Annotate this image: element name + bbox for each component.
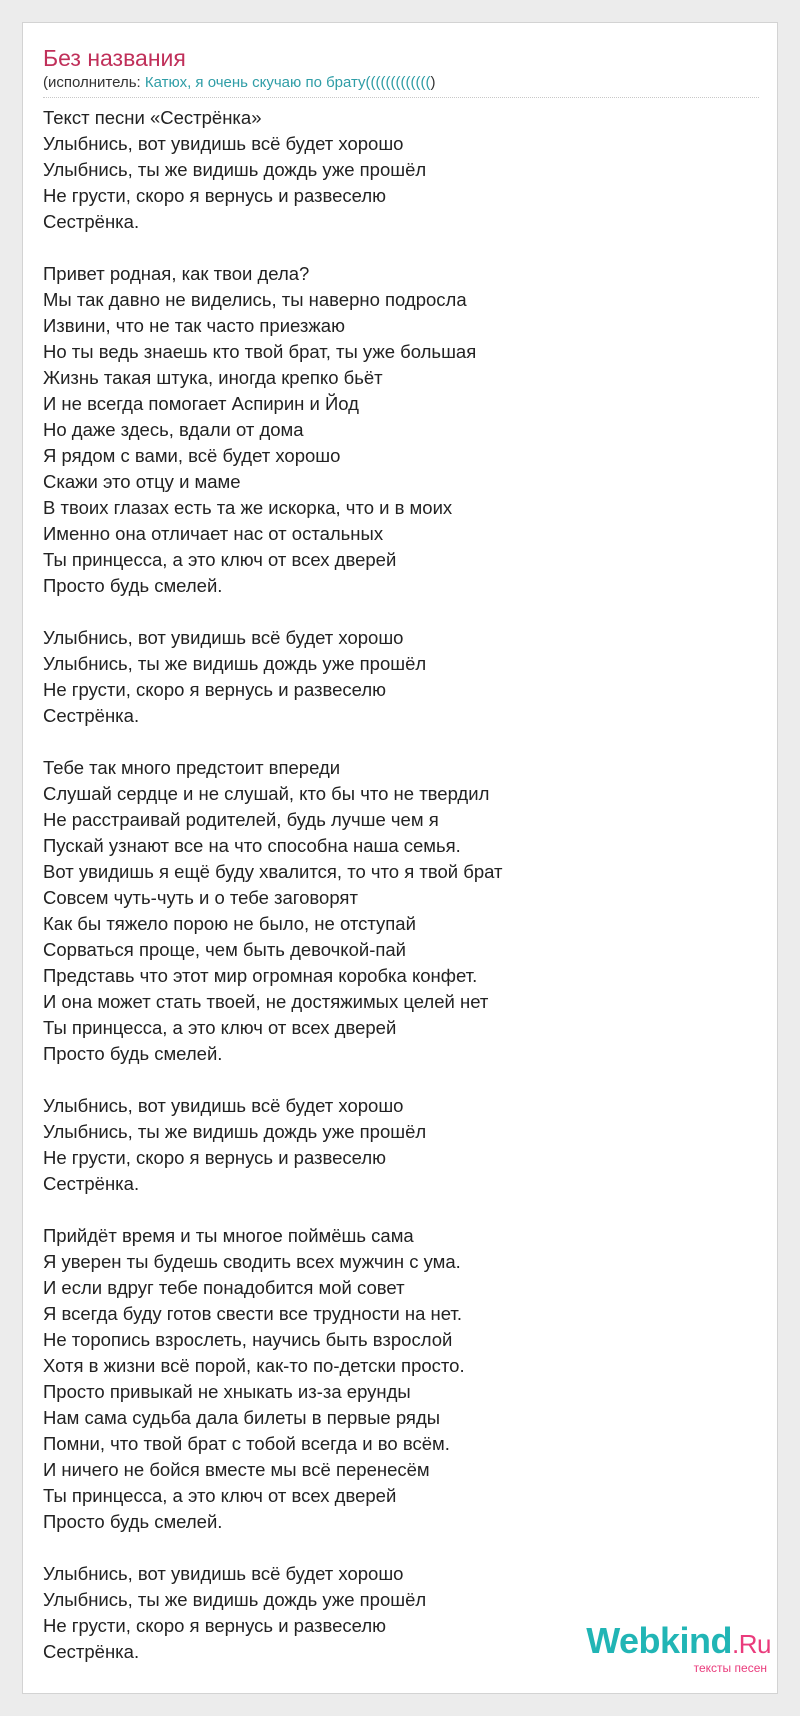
lyric-line: Но даже здесь, вдали от дома — [43, 419, 304, 440]
lyric-line: Но ты ведь знаешь кто твой брат, ты уже большая — [43, 341, 477, 362]
lyric-line: Улыбнись, ты же видишь дождь уже прошёл — [43, 159, 427, 180]
lyric-line: Извини, что не так часто приезжаю — [43, 315, 345, 336]
song-title: Без названия — [43, 45, 186, 71]
lyrics-stanza — [43, 105, 759, 235]
lyric-line: Скажи это отцу и маме — [43, 471, 241, 492]
lyric-line: Просто будь смелей. — [43, 575, 223, 596]
lyric-line: Пускай узнают все на что способна наша семья. — [43, 835, 461, 856]
lyric-line: Улыбнись, ты же видишь дождь уже прошёл — [43, 1589, 427, 1610]
lyric-line: Улыбнись, вот увидишь всё будет хорошо — [43, 627, 404, 648]
lyric-line: Сестрёнка. — [43, 1641, 140, 1662]
lyric-line: Сестрёнка. — [43, 1173, 140, 1194]
performer-link[interactable]: Катюх, я очень скучаю по брату((((((((((((( — [144, 74, 431, 91]
lyric-line: Просто будь смелей. — [43, 1511, 223, 1532]
performer-prefix: (исполнитель: — [43, 74, 145, 91]
lyric-line: Я уверен ты будешь сводить всех мужчин с ума. — [43, 1251, 461, 1272]
lyric-line: Тебе так много предстоит впереди — [43, 757, 341, 778]
lyric-line: Вот увидишь я ещё буду хвалится, то что я твой брат — [43, 861, 503, 882]
lyrics-stanza — [43, 261, 759, 599]
lyric-line: Я рядом с вами, всё будет хорошо — [43, 445, 341, 466]
header-divider — [43, 97, 759, 98]
lyric-line: Жизнь такая штука, иногда крепко бьёт — [43, 367, 383, 388]
lyric-line: Не торопись взрослеть, научись быть взрослой — [43, 1329, 453, 1350]
lyric-line: Слушай сердце и не слушай, кто бы что не твердил — [43, 783, 490, 804]
lyric-line: Сорваться проще, чем быть девочкой-пай — [43, 939, 407, 960]
lyric-line: Представь что этот мир огромная коробка конфет. — [43, 965, 478, 986]
lyric-line: Улыбнись, ты же видишь дождь уже прошёл — [43, 1121, 427, 1142]
lyric-line: Не грусти, скоро я вернусь и развеселю — [43, 679, 387, 700]
lyric-line: Сестрёнка. — [43, 705, 140, 726]
lyrics-stanza — [43, 1223, 759, 1535]
lyric-line: Не грусти, скоро я вернусь и развеселю — [43, 1615, 387, 1636]
performer-suffix: ) — [430, 74, 436, 91]
lyric-line: Помни, что твой брат с тобой всегда и во всём. — [43, 1433, 450, 1454]
performer-line — [43, 73, 436, 93]
lyric-line: Улыбнись, вот увидишь всё будет хорошо — [43, 1563, 404, 1584]
lyric-line: Я всегда буду готов свести все трудности на нет. — [43, 1303, 462, 1324]
lyric-line: И она может стать твоей, не достяжимых целей нет — [43, 991, 489, 1012]
lyric-line: Улыбнись, вот увидишь всё будет хорошо — [43, 1095, 404, 1116]
lyrics-stanza — [43, 625, 759, 729]
lyric-line: Как бы тяжело порою не было, не отступай — [43, 913, 416, 934]
lyrics-card — [22, 22, 778, 1694]
lyric-line: Не грусти, скоро я вернусь и развеселю — [43, 185, 387, 206]
lyric-line: Не расстраивай родителей, будь лучше чем я — [43, 809, 439, 830]
lyrics-body — [43, 105, 759, 1691]
lyric-line: Ты принцесса, а это ключ от всех дверей — [43, 1017, 397, 1038]
logo-tld: .Ru — [732, 1629, 771, 1659]
lyric-line: В твоих глазах есть та же искорка, что и в моих — [43, 497, 453, 518]
lyric-line: Хотя в жизни всё порой, как-то по-детски просто. — [43, 1355, 465, 1376]
lyric-line: Не грусти, скоро я вернусь и развеселю — [43, 1147, 387, 1168]
lyric-line: Просто будь смелей. — [43, 1043, 223, 1064]
lyric-line: И ничего не бойся вместе мы всё перенесём — [43, 1459, 430, 1480]
lyrics-stanza — [43, 755, 759, 1067]
lyric-line: Улыбнись, ты же видишь дождь уже прошёл — [43, 653, 427, 674]
lyric-line: И не всегда помогает Аспирин и Йод — [43, 393, 359, 414]
lyric-line: Привет родная, как твои дела? — [43, 263, 310, 284]
lyric-line: Сестрёнка. — [43, 211, 140, 232]
lyric-line: Совсем чуть-чуть и о тебе заговорят — [43, 887, 358, 908]
lyric-line: Улыбнись, вот увидишь всё будет хорошо — [43, 133, 404, 154]
lyric-line: Ты принцесса, а это ключ от всех дверей — [43, 549, 397, 570]
lyrics-stanza — [43, 1093, 759, 1197]
lyric-line: Нам сама судьба дала билеты в первые ряды — [43, 1407, 441, 1428]
webkind-logo[interactable] — [571, 1621, 771, 1681]
lyric-line: Ты принцесса, а это ключ от всех дверей — [43, 1485, 397, 1506]
logo-wordmark — [586, 1621, 771, 1664]
lyric-line: Мы так давно не виделись, ты наверно подросла — [43, 289, 467, 310]
logo-brand: Webkind — [586, 1620, 733, 1661]
lyric-line: Текст песни «Сестрёнка» — [43, 107, 262, 128]
lyric-line: Прийдёт время и ты многое поймёшь сама — [43, 1225, 414, 1246]
logo-tagline: тексты песен — [693, 1661, 767, 1675]
lyric-line: Именно она отличает нас от остальных — [43, 523, 384, 544]
lyric-line: Просто привыкай не хныкать из-за ерунды — [43, 1381, 411, 1402]
lyric-line: И если вдруг тебе понадобится мой совет — [43, 1277, 405, 1298]
